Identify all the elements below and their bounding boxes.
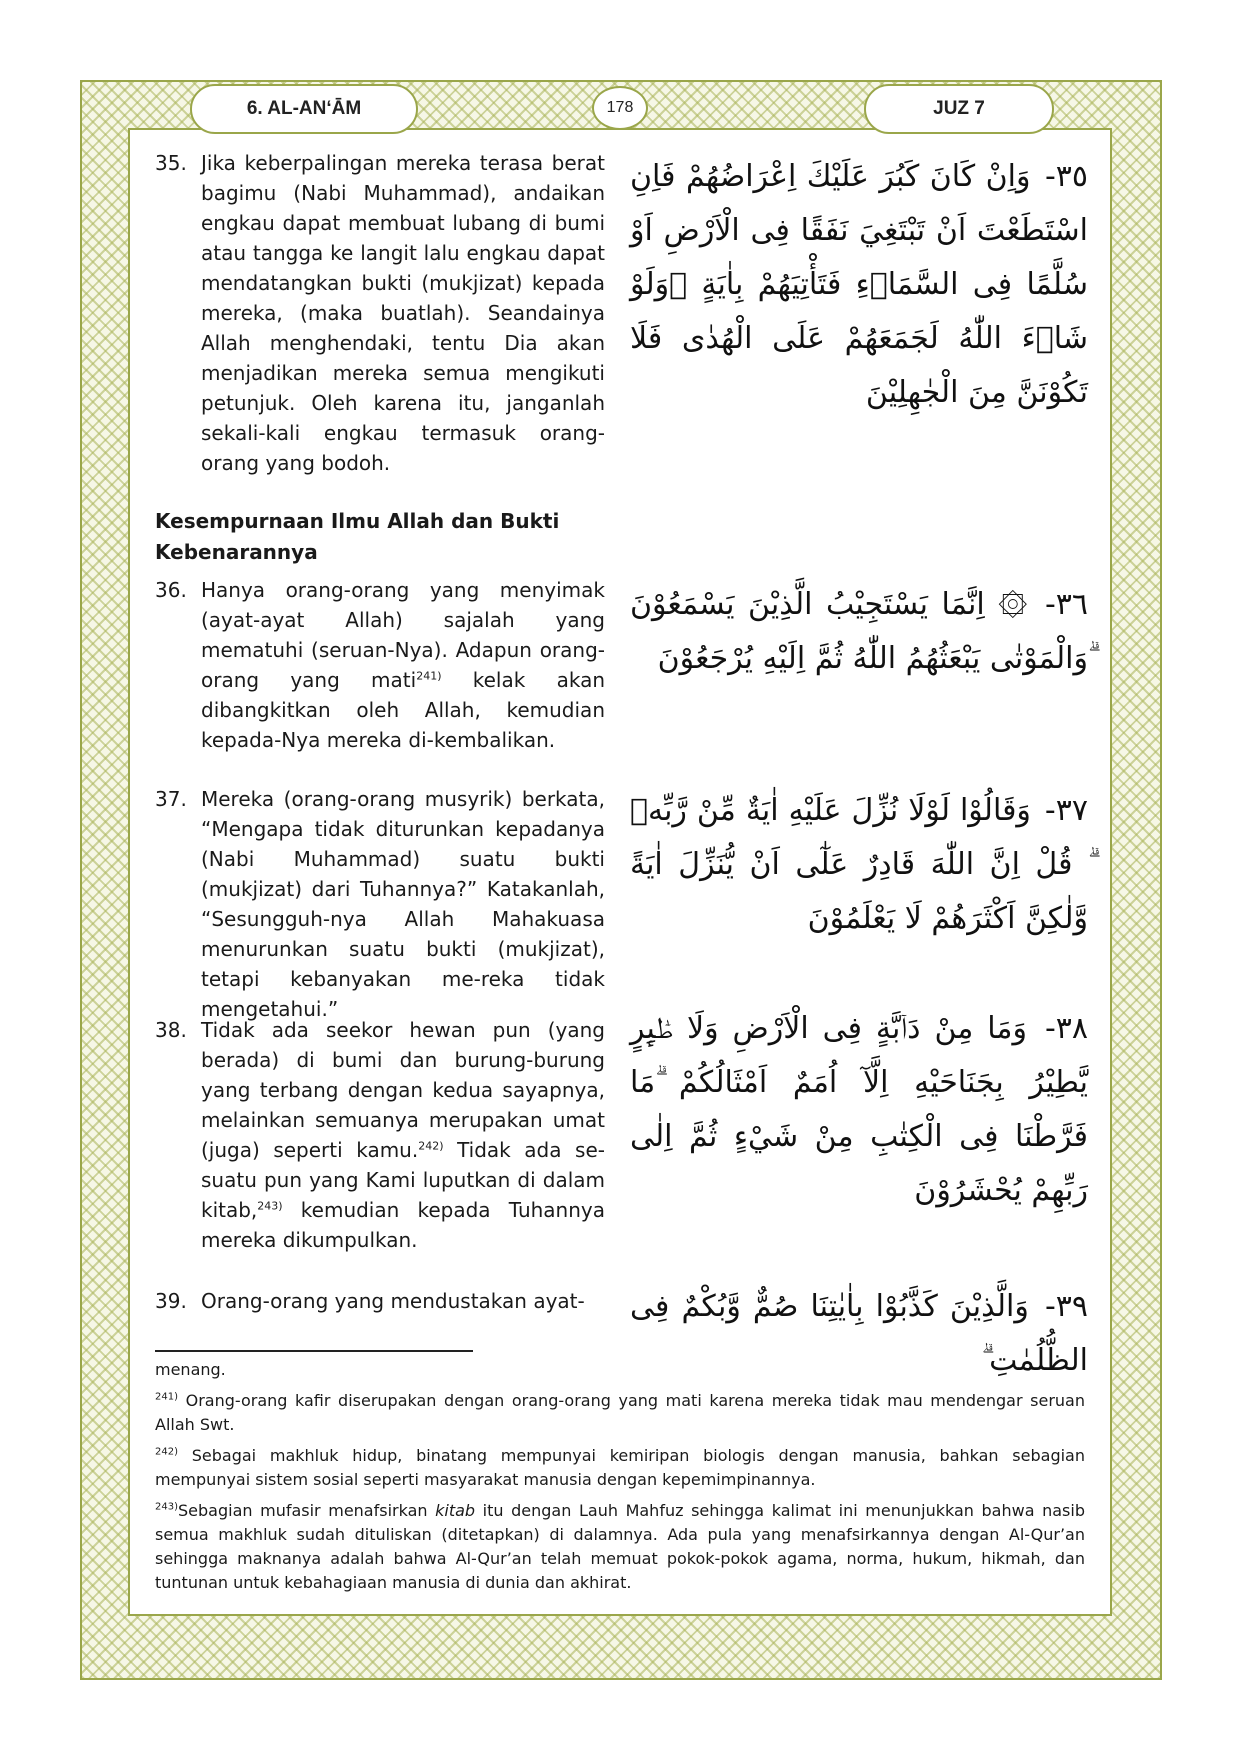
arabic-text: وَاِنْ كَانَ كَبُرَ عَلَيْكَ اِعْرَاضُهُمْ فَاِنِ اسْتَطَعْتَ اَنْ تَبْتَغِيَ نَفَقًا فِى الْاَرْضِ اَوْ سُلَّمًا فِى السَّمَاۤءِ فَتَأْتِيَهُمْ بِاٰيَةٍ ۗوَلَوْ شَاۤءَ اللّٰهُ لَجَمَعَهُمْ عَلَى الْهُدٰى فَلَا تَكُوْنَنَّ مِنَ الْجٰهِلِيْنَ bbox=[630, 159, 1088, 410]
verse-36-translation bbox=[155, 575, 605, 755]
verse-text: Orang-orang yang mendustakan ayat- bbox=[201, 1289, 585, 1313]
arabic-verse-number: ٣٥- bbox=[1044, 159, 1088, 194]
verse-number: 36. bbox=[155, 578, 187, 602]
footnote-ref: 242) bbox=[418, 1139, 444, 1153]
arabic-text: وَقَالُوْا لَوْلَا نُزِّلَ عَلَيْهِ اٰيَةٌ مِّنْ رَّبِّهٖ ۗ قُلْ اِنَّ اللّٰهَ قَادِرٌ عَلٰٓى اَنْ يُّنَزِّلَ اٰيَةً وَّلٰكِنَّ اَكْثَرَهُمْ لَا يَعْلَمُوْنَ bbox=[630, 793, 1088, 936]
footnote-continuation: menang. bbox=[155, 1360, 226, 1379]
footnote-241: $^{241)}$ Orang-orang kafir diserupakan dengan orang-orang yang mati karena mereka tidak mau mendengar seruan Allah Swt. bbox=[155, 1391, 1085, 1434]
arabic-verse-number: ٣٩- bbox=[1044, 1289, 1089, 1324]
verse-text: Jika keberpalingan mereka terasa berat bagimu (Nabi Muhammad), andaikan engkau dapat membuat lubang di bumi atau tangga ke langit lalu engkau dapat mendatangkan bukti (mukjizat) kepada mereka, (maka buatlah). Seandainya Allah menghendaki, tentu Dia akan menjadikan mereka semua mengikuti petunjuk. Oleh karena itu, janganlah sekali-kali engkau termasuk orang-orang yang bodoh. bbox=[201, 151, 605, 475]
arabic-text: وَالَّذِيْنَ كَذَّبُوْا بِاٰيٰتِنَا صُمٌّ وَّبُكْمٌ فِى الظُّلُمٰتِ ۗ bbox=[630, 1289, 1088, 1378]
verse-number: 37. bbox=[155, 787, 187, 811]
section-heading: Kesempurnaan Ilmu Allah dan Bukti Kebenarannya bbox=[155, 509, 560, 564]
verse-text: Mereka (orang-orang musyrik) berkata, “Mengapa tidak diturunkan kepadanya (Nabi Muhammad) suatu bukti (mukjizat) dari Tuhannya?” Katakanlah, “Sesungguh-nya Allah Mahakuasa menurunkan suatu bukti (mukjizat), tetapi kebanyakan me-reka tidak mengetahui.” bbox=[201, 787, 605, 1021]
footnotes bbox=[155, 1358, 1085, 1602]
footnote-243: $^{243)}$Sebagian mufasir menafsirkan kitab itu dengan Lauh Mahfuz sehingga kalimat ini menunjukkan bahwa nasib semua makhluk sudah dituliskan (ditetapkan) di dalamnya. Ada pula yang menafsirkannya dengan Al-Qur’an sehingga maknanya adalah bahwa Al-Qur’an telah memuat pokok-pokok agama, norma, hukum, hikmah, dan tuntunan untuk kebahagiaan manusia di dunia dan akhirat. bbox=[155, 1501, 1085, 1592]
footnote-number: 241) bbox=[155, 1391, 178, 1403]
italic-term: kitab bbox=[435, 1501, 476, 1520]
footnote-number: 242) bbox=[155, 1446, 178, 1458]
page-number: 178 bbox=[592, 86, 648, 130]
verse-37-arabic bbox=[630, 784, 1088, 946]
arabic-verse-number: ٣٦- bbox=[1044, 587, 1088, 622]
verse-number: 35. bbox=[155, 151, 187, 175]
arabic-verse-number: ٣٧- bbox=[1044, 793, 1088, 828]
verse-38-translation bbox=[155, 1015, 605, 1255]
footnote-ref: 243) bbox=[257, 1199, 283, 1213]
verse-text: Tidak ada seekor hewan pun (yang berada) di bumi dan burung-burung yang terbang dengan kedua sayapnya, melainkan semuanya merupakan umat (juga) seperti kamu.$^{242)}$ Tidak ada se-suatu pun yang Kami luputkan di dalam kitab,$^{243)}$ kemudian kepada Tuhannya mereka dikumpulkan. bbox=[201, 1018, 605, 1252]
verse-number: 38. bbox=[155, 1018, 187, 1042]
verse-35-arabic bbox=[630, 150, 1088, 420]
footnote-number: 243) bbox=[155, 1501, 178, 1513]
verse-36-arabic bbox=[630, 578, 1088, 686]
arabic-text: وَمَا مِنْ دَاۤبَّةٍ فِى الْاَرْضِ وَلَا طٰۤىِٕرٍ يَّطِيْرُ بِجَنَاحَيْهِ اِلَّآ اُمَمٌ اَمْثَالُكُمْ ۗمَا فَرَّطْنَا فِى الْكِتٰبِ مِنْ شَيْءٍ ثُمَّ اِلٰى رَبِّهِمْ يُحْشَرُوْنَ bbox=[630, 1011, 1088, 1208]
arabic-text: ۞ اِنَّمَا يَسْتَجِيْبُ الَّذِيْنَ يَسْمَعُوْنَ ۗوَالْمَوْتٰى يَبْعَثُهُمُ اللّٰهُ ثُمَّ اِلَيْهِ يُرْجَعُوْنَ bbox=[630, 587, 1088, 676]
arabic-verse-number: ٣٨- bbox=[1044, 1011, 1088, 1046]
verse-text: Hanya orang-orang yang menyimak (ayat-ayat Allah) sajalah yang mematuhi (seruan-Nya). Adapun orang-orang yang mati$^{241)}$ kelak akan dibangkitkan oleh Allah, kemudian kepada-Nya mereka di-kembalikan. bbox=[201, 578, 605, 752]
verse-39-translation bbox=[155, 1286, 605, 1316]
juz-label: JUZ 7 bbox=[864, 84, 1054, 134]
surah-label: 6. AL-AN‘ĀM bbox=[190, 84, 418, 134]
verse-35-translation bbox=[155, 148, 605, 478]
footnote-ref: 241) bbox=[416, 669, 442, 683]
verse-number: 39. bbox=[155, 1289, 187, 1313]
verse-38-arabic bbox=[630, 1002, 1088, 1218]
verse-37-translation bbox=[155, 784, 605, 1024]
footnote-divider bbox=[155, 1350, 473, 1352]
footnote-242: $^{242)}$ Sebagai makhluk hidup, binatang mempunyai kemiripan biologis dengan manusia, bahkan sebagian mempunyai sistem sosial seperti masyarakat manusia dengan kepemimpinannya. bbox=[155, 1446, 1085, 1489]
